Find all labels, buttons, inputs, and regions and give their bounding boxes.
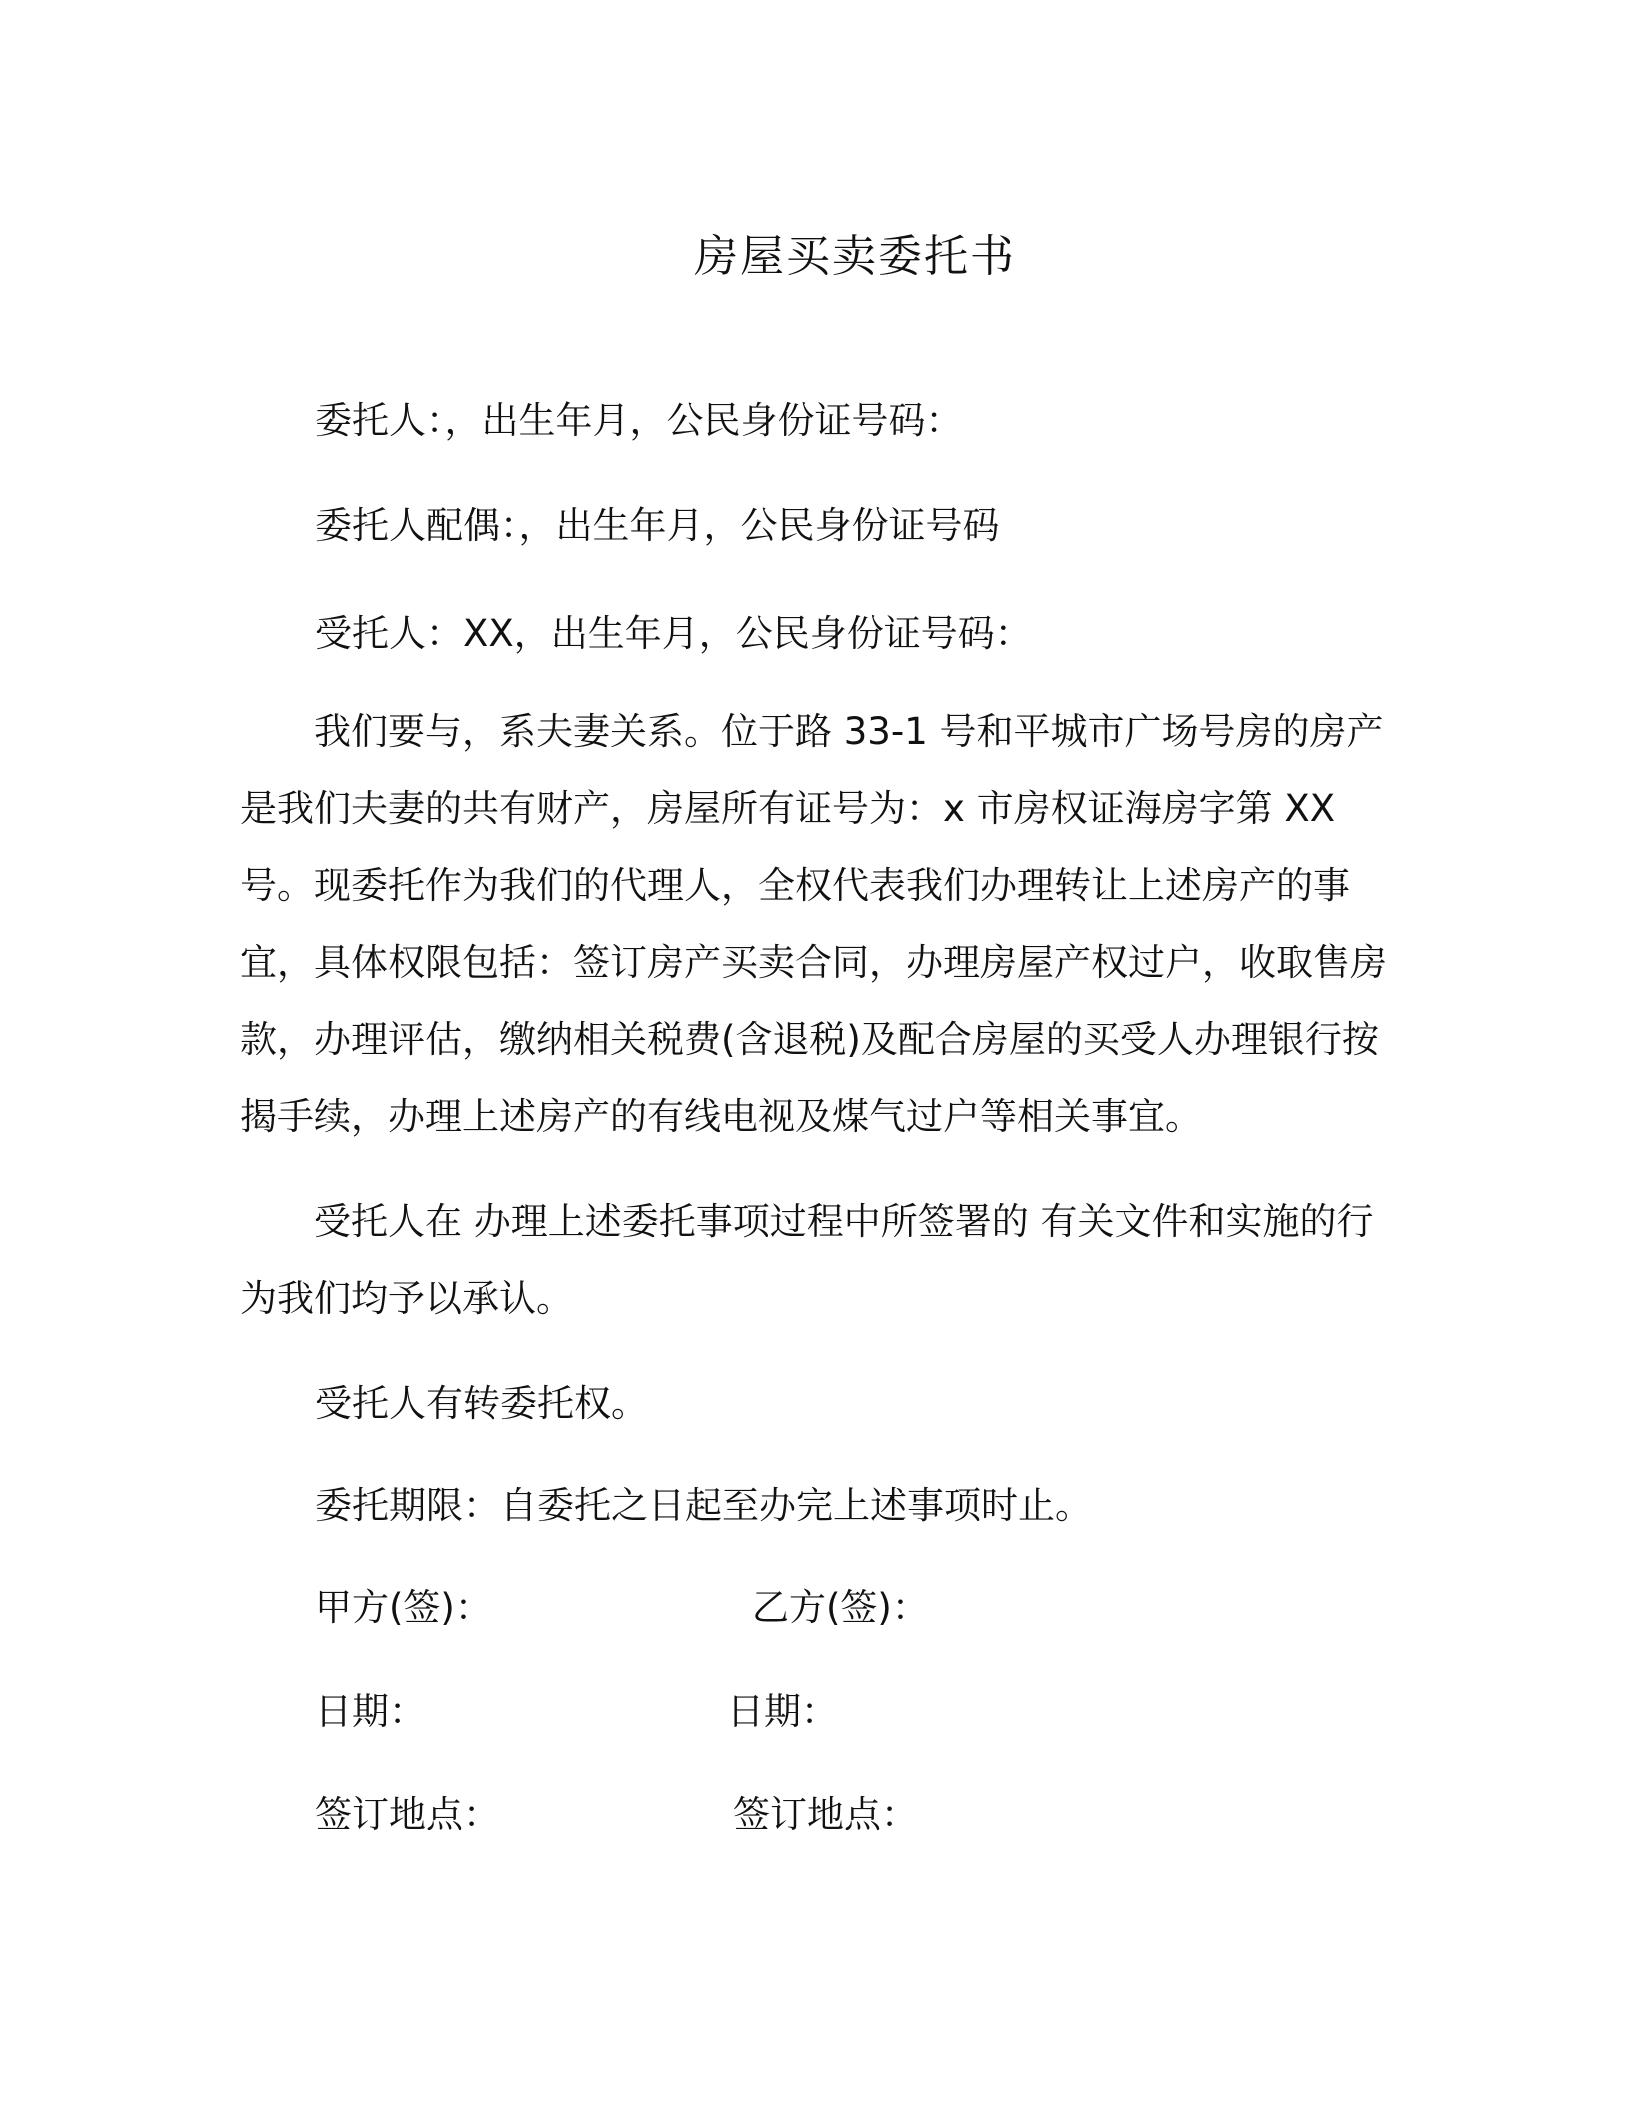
sub-delegation-line: 受托人有转委托权。 <box>315 1382 648 1425</box>
document-title: 房屋买卖委托书 <box>694 231 1016 282</box>
body-paragraph: 我们要与，系夫妻关系。位于路 33-1 号和平城市广场号房的房产是我们夫妻的共有财产，房屋所有证号为：x 市房权证海房字第 XX 号。现委托作为我们的代理人，全权代表我们办理转让上述房产的事宜，具体权限包括：签订房产买卖合同，办理房屋产权过户，收取售房款，办理评估，缴纳相关税费(含退税)及配合房屋的买受人办理银行按揭手续，办理上述房产的有线电视及煤气过户等相关事宜。 <box>240 710 1387 1138</box>
party-a-date-label: 日期： <box>315 1690 426 1733</box>
party-b-date-label: 日期： <box>727 1690 838 1733</box>
party-a-signature-label: 甲方(签)： <box>315 1586 492 1629</box>
term-line: 委托期限：自委托之日起至办完上述事项时止。 <box>315 1484 1092 1527</box>
spouse-line: 委托人配偶：，出生年月，公民身份证号码 <box>315 504 1000 547</box>
party-a-place-label: 签订地点： <box>315 1793 500 1836</box>
principal-line: 委托人：，出生年月，公民身份证号码： <box>315 399 963 442</box>
party-b-place-label: 签订地点： <box>733 1793 918 1836</box>
acknowledgement-paragraph: 受托人在 办理上述委托事项过程中所签署的 有关文件和实施的行为我们均予以承认。 <box>240 1200 1374 1320</box>
party-b-signature-label: 乙方(签)： <box>752 1586 929 1629</box>
agent-line: 受托人：XX，出生年月，公民身份证号码： <box>315 612 1032 655</box>
